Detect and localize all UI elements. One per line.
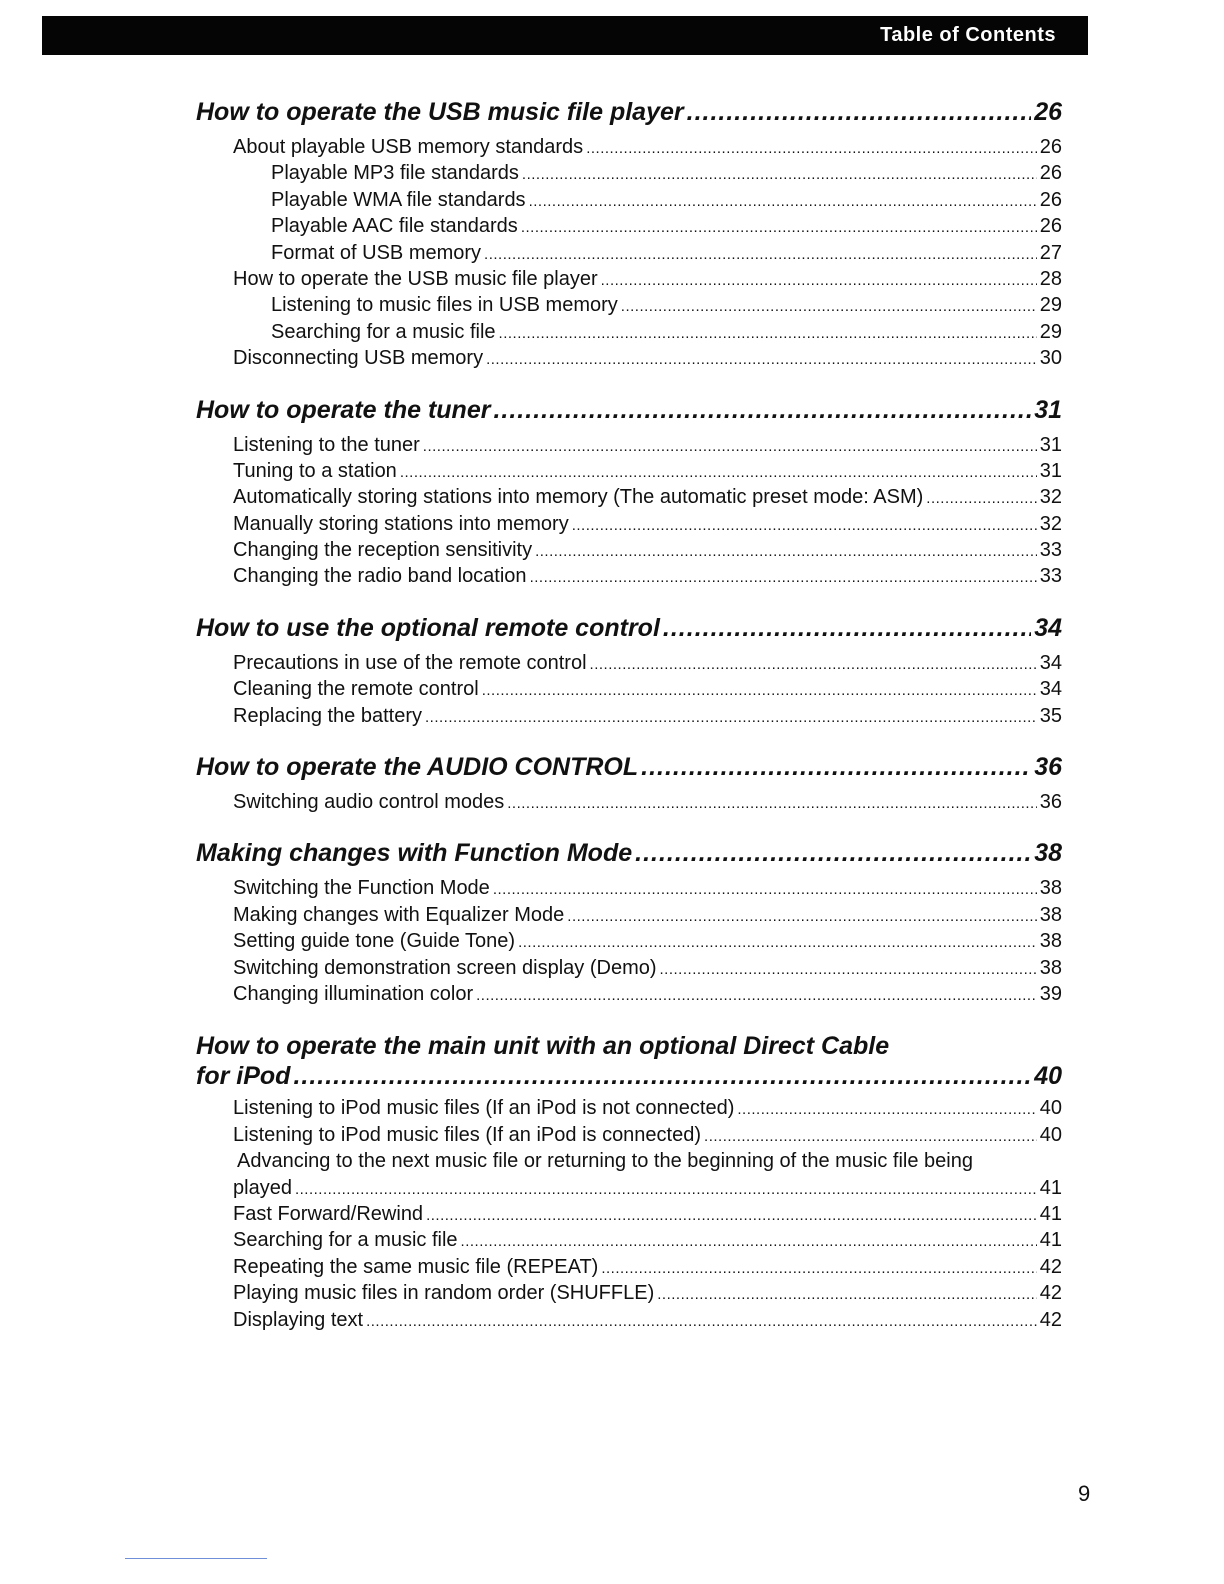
toc-item-page: 40 bbox=[1039, 1123, 1062, 1146]
toc-item-label: Listening to iPod music files (If an iPod is connected) bbox=[233, 1123, 702, 1146]
toc-item-label: Playable WMA file standards bbox=[271, 188, 526, 211]
toc-item[interactable] bbox=[196, 676, 1062, 702]
toc-section bbox=[196, 753, 1062, 815]
toc-heading-title: How to operate the AUDIO CONTROL bbox=[196, 753, 639, 782]
toc-item[interactable] bbox=[196, 160, 1062, 186]
toc-item-label: Replacing the battery bbox=[233, 704, 423, 727]
toc-item-page: 32 bbox=[1039, 512, 1062, 535]
toc-item[interactable] bbox=[196, 902, 1062, 928]
toc-item-page: 41 bbox=[1039, 1229, 1062, 1252]
toc-heading[interactable] bbox=[196, 614, 1062, 650]
toc-item[interactable] bbox=[196, 789, 1062, 815]
toc-item-page: 28 bbox=[1039, 267, 1062, 290]
toc-item[interactable] bbox=[196, 1201, 1062, 1227]
toc-item[interactable] bbox=[196, 345, 1062, 371]
toc-item-label: Playable AAC file standards bbox=[271, 215, 518, 238]
toc-item-page: 40 bbox=[1039, 1097, 1062, 1120]
toc-item-label-line1[interactable]: Advancing to the next music file or returning to the beginning of the music file being bbox=[237, 1150, 973, 1173]
toc-section bbox=[196, 1031, 1062, 1333]
toc-section bbox=[196, 614, 1062, 729]
toc-item-label: Making changes with Equalizer Mode bbox=[233, 903, 565, 926]
toc-item[interactable] bbox=[196, 240, 1062, 266]
toc-item-label: About playable USB memory standards bbox=[233, 136, 584, 158]
toc-item[interactable] bbox=[196, 319, 1062, 345]
toc-item-page: 42 bbox=[1039, 1282, 1062, 1305]
toc-heading-page: 26 bbox=[1034, 98, 1062, 126]
toc-item[interactable] bbox=[196, 563, 1062, 589]
toc-heading[interactable] bbox=[196, 753, 1062, 789]
toc-item[interactable] bbox=[196, 703, 1062, 729]
toc-item-label: Repeating the same music file (REPEAT) bbox=[233, 1255, 599, 1278]
toc-heading-page: 36 bbox=[1034, 753, 1062, 782]
page-number: 9 bbox=[1078, 1481, 1091, 1506]
toc-item-page: 41 bbox=[1039, 1202, 1062, 1225]
toc-item-page: 38 bbox=[1039, 930, 1062, 953]
toc-heading-page: 34 bbox=[1034, 613, 1062, 642]
toc-item[interactable] bbox=[196, 187, 1062, 213]
toc-item-label: Searching for a music file bbox=[271, 320, 496, 343]
toc-item[interactable] bbox=[196, 458, 1062, 484]
toc-item-page: 26 bbox=[1039, 215, 1062, 238]
toc-item[interactable] bbox=[196, 511, 1062, 537]
toc-item[interactable] bbox=[196, 1307, 1062, 1333]
toc-item[interactable] bbox=[196, 650, 1062, 676]
toc-item-label: How to operate the USB music file player bbox=[233, 267, 598, 290]
toc-section bbox=[196, 396, 1062, 590]
toc-section bbox=[196, 98, 1062, 372]
toc-item-label: Playable MP3 file standards bbox=[271, 162, 519, 185]
toc-item[interactable] bbox=[196, 1254, 1062, 1280]
toc-item-page: 26 bbox=[1039, 136, 1062, 158]
toc-item-label-line2: played bbox=[233, 1176, 292, 1199]
header-bar bbox=[42, 16, 1088, 55]
toc-item-page: 42 bbox=[1039, 1255, 1062, 1278]
toc-heading[interactable] bbox=[196, 396, 1062, 432]
toc-item[interactable] bbox=[196, 484, 1062, 510]
toc-item-page: 30 bbox=[1039, 347, 1062, 370]
toc-item-page: 38 bbox=[1039, 877, 1062, 900]
toc-item[interactable] bbox=[196, 955, 1062, 981]
toc-item-page: 42 bbox=[1039, 1308, 1062, 1331]
toc-item-label: Switching demonstration screen display (Demo) bbox=[233, 956, 657, 979]
toc-item-label: Automatically storing stations into memory (The automatic preset mode: ASM) bbox=[233, 486, 924, 509]
toc-item[interactable] bbox=[196, 928, 1062, 954]
toc-item-label: Changing the radio band location bbox=[233, 565, 527, 588]
toc-heading-page: 40 bbox=[1034, 1062, 1062, 1091]
toc-item-label: Changing the reception sensitivity bbox=[233, 539, 533, 562]
toc-item-label: Setting guide tone (Guide Tone) bbox=[233, 930, 516, 953]
toc-item-label: Listening to the tuner bbox=[233, 433, 420, 456]
toc-item-label: Searching for a music file bbox=[233, 1229, 458, 1252]
toc-item[interactable] bbox=[196, 1175, 1062, 1201]
toc-item-page: 32 bbox=[1039, 486, 1062, 509]
toc-item-label: Playing music files in random order (SHUFFLE) bbox=[233, 1282, 655, 1305]
toc-item-page: 33 bbox=[1039, 565, 1062, 588]
footer-rule bbox=[125, 1558, 267, 1559]
toc-item[interactable] bbox=[196, 292, 1062, 318]
toc-item[interactable] bbox=[196, 1280, 1062, 1306]
toc-item-page: 27 bbox=[1039, 241, 1062, 264]
toc-item[interactable] bbox=[196, 1122, 1062, 1148]
toc-heading[interactable] bbox=[196, 98, 1062, 134]
toc-item-page: 26 bbox=[1039, 162, 1062, 185]
toc-item-page: 39 bbox=[1039, 982, 1062, 1005]
toc-heading-title: How to use the optional remote control bbox=[196, 613, 660, 642]
toc-item[interactable] bbox=[196, 537, 1062, 563]
toc-item[interactable] bbox=[196, 134, 1062, 160]
toc-heading[interactable] bbox=[196, 839, 1062, 875]
toc-item-page: 38 bbox=[1039, 956, 1062, 979]
toc-item[interactable] bbox=[196, 1227, 1062, 1253]
toc-heading-title-line1[interactable]: How to operate the main unit with an optional Direct Cable bbox=[196, 1032, 890, 1061]
header-title: Table of Contents bbox=[880, 24, 1056, 46]
toc-item-label: Precautions in use of the remote control bbox=[233, 651, 587, 674]
toc-item-page: 29 bbox=[1039, 294, 1062, 317]
toc-item-page: 36 bbox=[1039, 791, 1062, 814]
toc-heading-title: Making changes with Function Mode bbox=[196, 839, 633, 868]
toc-heading-page: 31 bbox=[1034, 395, 1062, 424]
toc-item-label: Displaying text bbox=[233, 1308, 364, 1331]
toc-heading[interactable] bbox=[196, 1061, 1062, 1091]
toc-item-page: 34 bbox=[1039, 651, 1062, 674]
toc-item[interactable] bbox=[196, 981, 1062, 1007]
toc-item[interactable] bbox=[196, 266, 1062, 292]
toc-item-page: 41 bbox=[1039, 1176, 1062, 1199]
toc-item-label: Format of USB memory bbox=[271, 241, 482, 264]
toc-heading-title: How to operate the USB music file player bbox=[196, 98, 684, 126]
toc-section bbox=[196, 839, 1062, 1007]
toc-item[interactable] bbox=[196, 213, 1062, 239]
toc-item[interactable] bbox=[196, 1095, 1062, 1121]
toc-item-page: 33 bbox=[1039, 539, 1062, 562]
toc-item[interactable] bbox=[196, 875, 1062, 901]
table-of-contents bbox=[196, 98, 1062, 1333]
toc-item-label: Cleaning the remote control bbox=[233, 678, 479, 701]
toc-item-label: Listening to iPod music files (If an iPod is not connected) bbox=[233, 1097, 735, 1120]
toc-item-page: 34 bbox=[1039, 678, 1062, 701]
toc-item-label: Switching the Function Mode bbox=[233, 877, 490, 900]
toc-item-page: 29 bbox=[1039, 320, 1062, 343]
toc-item-label: Fast Forward/Rewind bbox=[233, 1202, 424, 1225]
toc-heading-page: 38 bbox=[1034, 839, 1062, 868]
toc-heading-title-line2: for iPod bbox=[196, 1062, 291, 1091]
toc-item-label: Disconnecting USB memory bbox=[233, 347, 484, 370]
toc-item-page: 26 bbox=[1039, 188, 1062, 211]
toc-heading-title: How to operate the tuner bbox=[196, 395, 491, 424]
toc-item[interactable] bbox=[196, 432, 1062, 458]
toc-item-page: 38 bbox=[1039, 903, 1062, 926]
toc-item-label: Changing illumination color bbox=[233, 982, 474, 1005]
toc-item-label: Listening to music files in USB memory bbox=[271, 294, 618, 317]
toc-item-page: 31 bbox=[1039, 459, 1062, 482]
toc-item-label: Switching audio control modes bbox=[233, 791, 505, 814]
toc-item-label: Tuning to a station bbox=[233, 459, 397, 482]
toc-item-page: 35 bbox=[1039, 704, 1062, 727]
toc-item-label: Manually storing stations into memory bbox=[233, 512, 569, 535]
toc-item-page: 31 bbox=[1039, 433, 1062, 456]
